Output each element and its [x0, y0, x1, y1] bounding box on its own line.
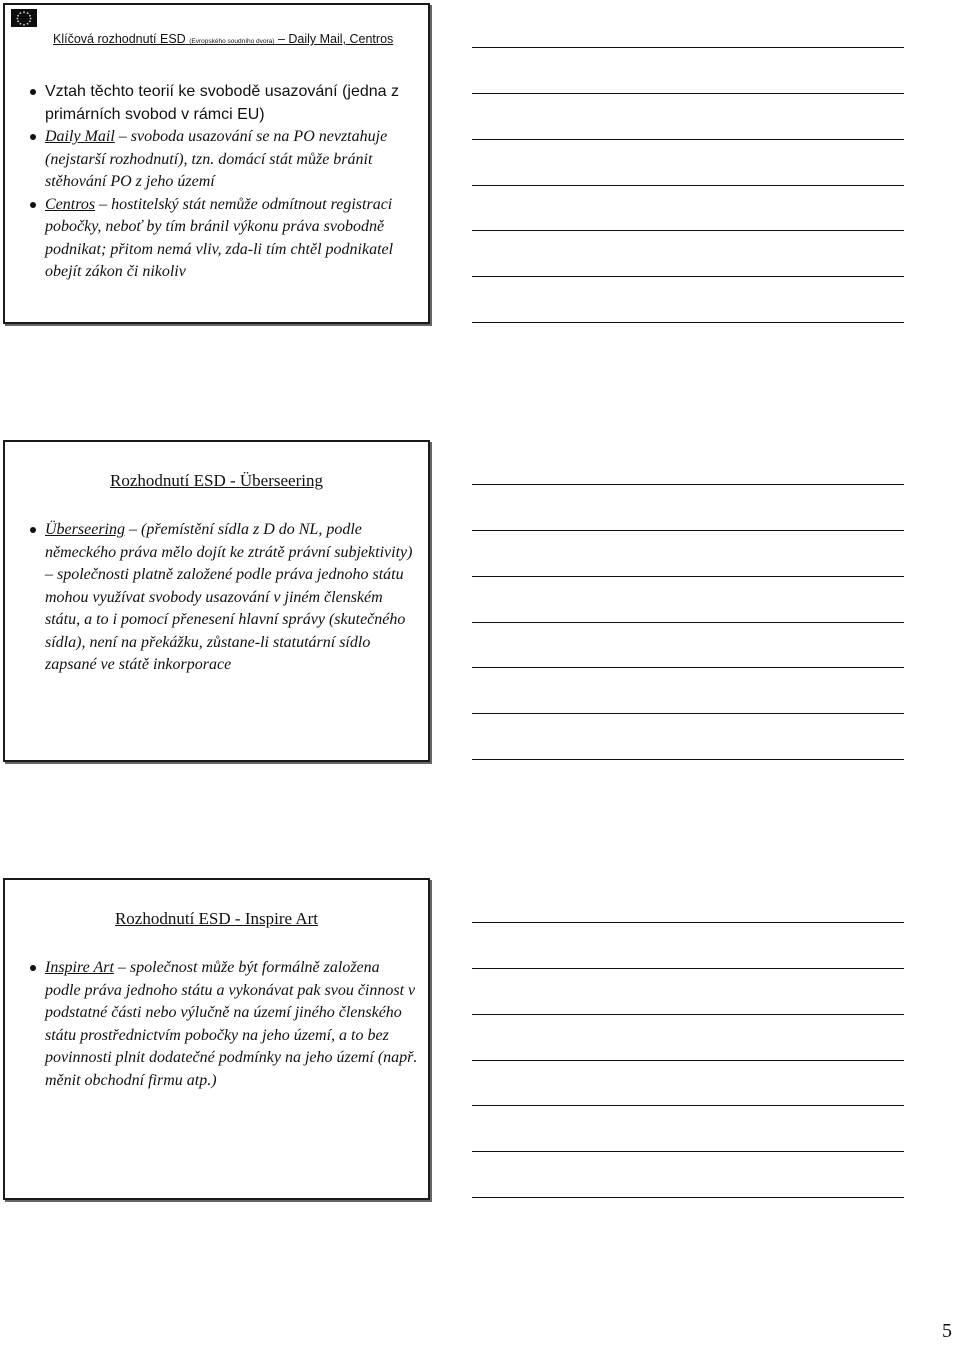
slide-2	[3, 440, 430, 762]
note-line	[472, 576, 904, 577]
note-line	[472, 1197, 904, 1198]
note-line	[472, 322, 904, 323]
list-item	[27, 957, 418, 1092]
list-item	[27, 81, 418, 126]
note-line	[472, 47, 904, 48]
note-line	[472, 713, 904, 714]
note-line	[472, 530, 904, 531]
slide-title: Rozhodnutí ESD - Inspire Art	[114, 909, 319, 928]
note-line	[472, 93, 904, 94]
slide-3	[3, 878, 430, 1200]
note-line	[472, 484, 904, 485]
slide-title-tail: – Daily Mail, Centros	[274, 32, 394, 46]
case-name: Centros	[45, 195, 96, 213]
note-line	[472, 667, 904, 668]
list-item	[27, 126, 418, 194]
note-line	[472, 1151, 904, 1152]
note-line	[472, 968, 904, 969]
page-number: 5	[942, 1320, 952, 1342]
bullet-text: – (přemístění sídla z D do NL, podle německého práva mělo dojít ke ztrátě právní subjektivity) – společnosti platně založené podle práva jednoho státu mohou využívat svobody usazování v jiném členském státu, a to i pomocí přenesení hlavní správy (skutečného sídla), není na překážku, zůstane-li statutární sídlo zapsané ve státě inkorporace	[45, 521, 413, 673]
bullet-list	[27, 81, 418, 284]
note-line	[472, 1014, 904, 1015]
slide-title-small: (Evropského soudního dvora)	[189, 38, 275, 45]
note-line	[472, 922, 904, 923]
slide-1	[3, 3, 430, 324]
slide-title-main: Klíčová rozhodnutí ESD	[53, 32, 186, 46]
bullet-list	[27, 519, 418, 677]
note-line	[472, 139, 904, 140]
case-name: Überseering	[45, 521, 125, 538]
slide-title: Rozhodnutí ESD - Überseering	[110, 471, 323, 490]
note-line	[472, 1105, 904, 1106]
note-line	[472, 185, 904, 186]
bullet-text: – svoboda usazování se na PO nevztahuje (nejstarší rozhodnutí), tzn. domácí stát může bránit stěhování PO z jeho území	[45, 128, 388, 190]
list-item	[27, 519, 418, 677]
bullet-text: – společnost může být formálně založena podle práva jednoho státu a vykonávat pak svou činnost v podstatné části nebo výlučně na území jiného členského státu prostřednictvím pobočky na jeho území, a to bez povinnosti plnit dodatečné podmínky na jeho území (např. měnit obchodní firmu atp.)	[45, 959, 418, 1089]
list-item	[27, 194, 418, 284]
bullet-text: – hostitelský stát nemůže odmítnout registraci pobočky, neboť by tím bránil výkonu práva svobodně podnikat; přitom nemá vliv, zda-li tím chtěl podnikatel obejít zákon či nikoliv	[45, 195, 394, 280]
note-line	[472, 276, 904, 277]
slide-title	[53, 32, 393, 46]
note-line	[472, 622, 904, 623]
case-name: Daily Mail	[45, 128, 115, 145]
note-line	[472, 1060, 904, 1061]
eu-flag-icon	[11, 9, 37, 27]
note-line	[472, 230, 904, 231]
case-name: Inspire Art	[45, 959, 114, 976]
bullet-text: Vztah těchto teorií ke svobodě usazování (jedna z primárních svobod v rámci EU)	[45, 83, 399, 123]
bullet-list	[27, 957, 418, 1092]
note-line	[472, 759, 904, 760]
